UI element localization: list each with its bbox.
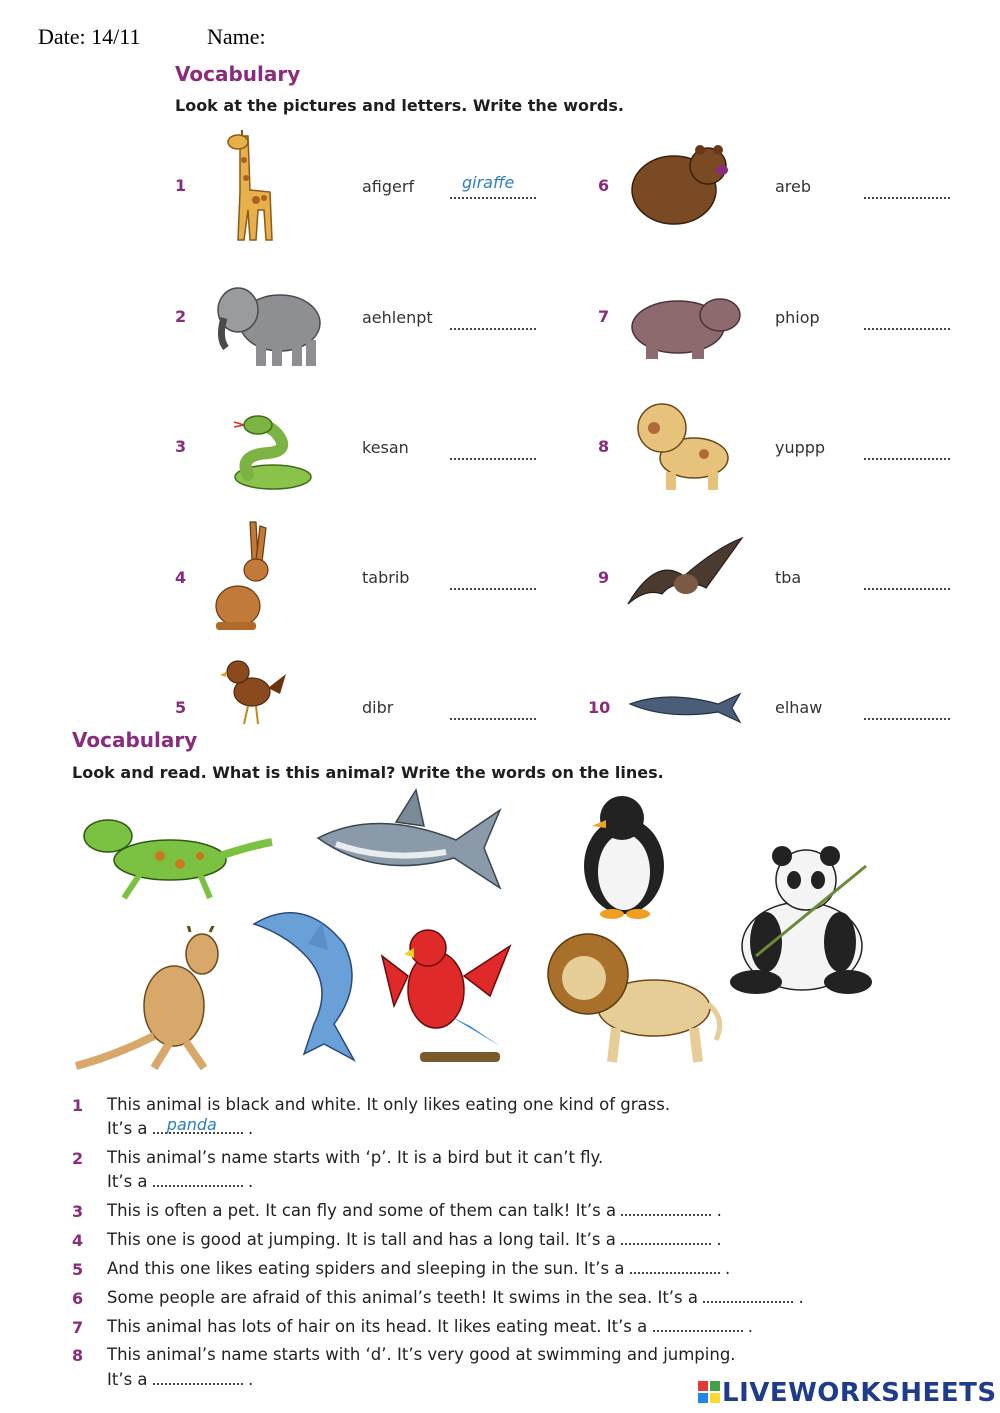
section2-instruction: Look and read. What is this animal? Write the words on the lines. [72,763,664,782]
answer-line[interactable] [864,314,950,330]
logo-mark-icon [698,1381,720,1403]
question-text: This is often a pet. It can fly and some of them can talk! It’s a [107,1201,617,1220]
item-number: 2 [175,307,187,326]
item-number: 9 [598,568,610,587]
question-text: And this one likes eating spiders and sleeping in the sun. It’s a [107,1259,625,1278]
question-number: 6 [72,1289,84,1308]
name-label: Name: [207,24,266,49]
panda-icon [716,846,876,996]
answer-line[interactable] [864,444,950,460]
puppy-icon [630,396,740,494]
kangaroo-icon [74,926,234,1072]
its-a-text: It’s a [107,1119,148,1138]
scrambled-word: yuppp [775,438,826,457]
scrambled-word: aehlenpt [362,308,433,327]
question-text: This animal is black and white. It only likes eating one kind of grass. [107,1095,671,1114]
question-number: 3 [72,1202,84,1221]
question-text: Some people are afraid of this animal’s teeth! It swims in the sea. It’s a [107,1288,698,1307]
lion-icon [546,928,728,1066]
logo-text: LIVEWORKSHEETS [722,1378,997,1408]
item-number: 7 [598,307,610,326]
answer-blank[interactable] [621,1231,711,1245]
item-number: 4 [175,568,187,587]
section1-instruction: Look at the pictures and letters. Write the words. [175,96,624,115]
item-number: 8 [598,437,610,456]
answer-line[interactable] [864,574,950,590]
scrambled-word: tba [775,568,802,587]
item-number: 3 [175,437,187,456]
answer-blank[interactable] [621,1202,711,1216]
question-number: 1 [72,1096,84,1115]
scrambled-word: dibr [362,698,394,717]
scrambled-word: kesan [362,438,409,457]
question-text: This animal has lots of hair on its head. It likes eating meat. It’s a [107,1317,648,1336]
question-text: This one is good at jumping. It is tall and has a long tail. It’s a [107,1230,616,1249]
answer-line[interactable] [450,574,536,590]
bear-icon [628,140,732,230]
rabbit-icon [212,520,274,632]
hippo-icon [628,285,742,361]
scrambled-word: tabrib [362,568,410,587]
question-line: Some people are afraid of this animal’s teeth! It swims in the sea. It’s a . [107,1288,804,1307]
answer-line[interactable] [450,314,536,330]
question-line-2: It’s a . [107,1172,254,1191]
dolphin-icon [244,904,364,1064]
elephant-icon [210,278,328,370]
answer-blank[interactable] [153,1371,243,1385]
lizard-icon [80,806,274,906]
shark-icon [316,788,502,900]
answer-blank[interactable] [630,1260,720,1274]
date-label: Date: 14/11 [38,24,141,49]
question-line-2: It’s a panda . [107,1115,254,1138]
question-line-2: It’s a . [107,1370,254,1389]
answer-text: panda [166,1115,217,1134]
whale-icon [628,690,742,726]
answer-blank[interactable] [703,1289,793,1303]
snake-icon [218,405,316,491]
question-line: And this one likes eating spiders and sleeping in the sun. It’s a . [107,1259,731,1278]
answer-line[interactable] [864,183,950,199]
section1-title: Vocabulary [175,62,301,86]
penguin-icon [562,790,692,920]
bird-icon [220,652,288,726]
answer-line[interactable] [450,444,536,460]
item-number: 6 [598,176,610,195]
question-line: This is often a pet. It can fly and some of them can talk! It’s a . [107,1201,722,1220]
liveworksheets-logo [698,1378,997,1408]
answer-blank[interactable] [653,1318,743,1332]
question-line: This one is good at jumping. It is tall and has a long tail. It’s a . [107,1230,722,1249]
question-number: 2 [72,1149,84,1168]
question-line: This animal has lots of hair on its head. It likes eating meat. It’s a . [107,1317,754,1336]
scrambled-word: phiop [775,308,820,327]
question-text: This animal’s name starts with ‘p’. It is a bird but it can’t fly. [107,1148,604,1167]
scrambled-word: elhaw [775,698,823,717]
its-a-text: It’s a [107,1370,148,1389]
item-number: 5 [175,698,187,717]
question-number: 8 [72,1346,84,1365]
scrambled-word: afigerf [362,177,415,196]
answer-line[interactable] [864,704,950,720]
answer-blank[interactable] [153,1173,243,1187]
question-text: This animal’s name starts with ‘d’. It’s very good at swimming and jumping. [107,1345,736,1364]
its-a-text: It’s a [107,1172,148,1191]
question-number: 7 [72,1318,84,1337]
answer-text: giraffe [462,173,515,192]
item-number: 10 [588,698,611,717]
section2-title: Vocabulary [72,728,198,752]
scrambled-word: areb [775,177,812,196]
answer-line[interactable] [450,704,536,720]
question-number: 4 [72,1231,84,1250]
parrot-icon [380,916,512,1066]
item-number: 1 [175,176,187,195]
giraffe-icon [218,130,288,245]
bat-icon [626,536,744,608]
question-number: 5 [72,1260,84,1279]
